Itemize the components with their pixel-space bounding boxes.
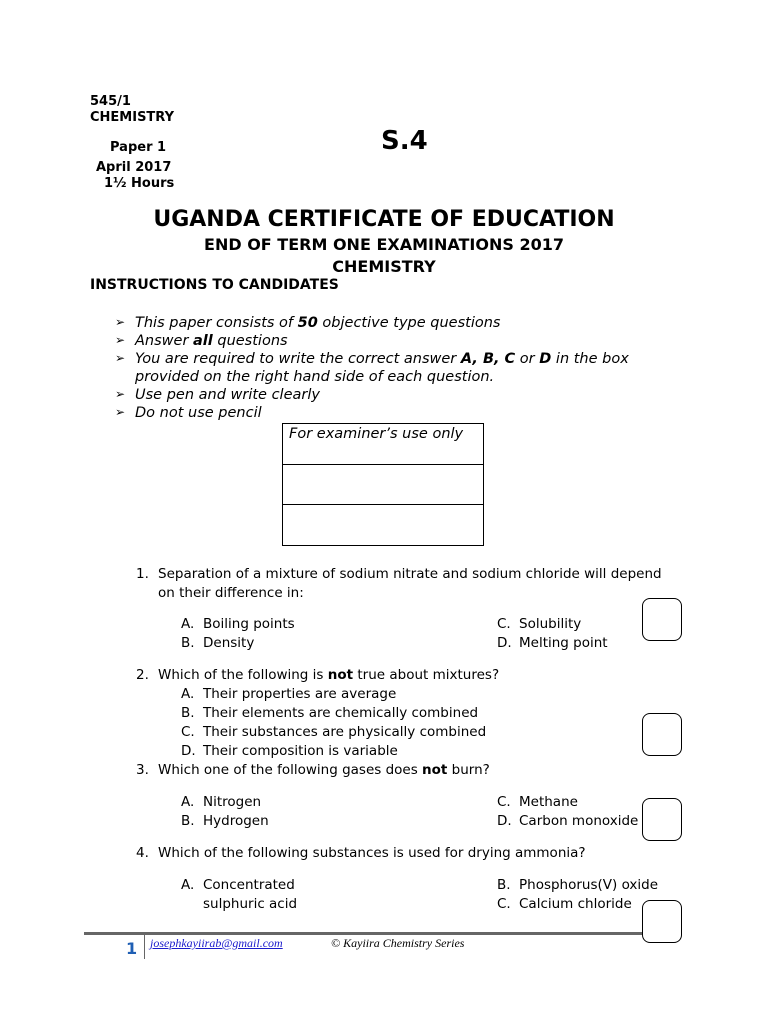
footer-rule — [84, 932, 642, 935]
option-letter: C. — [497, 896, 511, 912]
option-text: Carbon monoxide — [519, 813, 639, 829]
option-text-continuation: sulphuric acid — [203, 896, 298, 912]
option-letter: B. — [181, 705, 195, 721]
option-text: Their elements are chemically combined — [203, 705, 479, 721]
exam-title: END OF TERM ONE EXAMINATIONS 2017 — [204, 235, 564, 254]
option-letter: C. — [181, 724, 195, 740]
examiner-label: For examiner’s use only — [289, 426, 464, 442]
page-number: 1 — [126, 939, 138, 958]
option-text: Solubility — [519, 616, 582, 632]
option-letter: B. — [181, 813, 195, 829]
question-number: 2. — [136, 667, 149, 683]
subject-label: CHEMISTRY — [90, 110, 175, 125]
instruction-item: Do not use pencil — [135, 405, 262, 421]
instructions-heading: INSTRUCTIONS TO CANDIDATES — [90, 277, 339, 293]
option-text: Hydrogen — [203, 813, 269, 829]
option-text: Boiling points — [203, 616, 295, 632]
author-email-link[interactable]: josephkayiirab@gmail.com — [150, 936, 283, 950]
question-number: 3. — [136, 762, 149, 778]
instruction-item: You are required to write the correct answer A, B, C or D in the box — [135, 351, 629, 367]
bullet-icon: ➢ — [115, 315, 126, 329]
option-text: Phosphorus(V) oxide — [519, 877, 659, 893]
exam-date: April 2017 — [96, 160, 172, 175]
question-number: 1. — [136, 566, 149, 582]
question-text: Which of the following substances is used for drying ammonia? — [158, 845, 586, 861]
option-letter: A. — [181, 686, 195, 702]
instruction-item: Use pen and write clearly — [135, 387, 320, 403]
option-letter: A. — [181, 794, 195, 810]
bullet-icon: ➢ — [115, 387, 126, 401]
option-letter: D. — [497, 813, 512, 829]
option-text: Their substances are physically combined — [203, 724, 487, 740]
subject-title: CHEMISTRY — [332, 257, 436, 276]
option-letter: D. — [181, 743, 196, 759]
examiner-row-divider — [283, 464, 483, 465]
answer-box[interactable] — [642, 798, 682, 841]
instruction-item: This paper consists of 50 objective type questions — [135, 315, 501, 331]
option-letter: B. — [181, 635, 195, 651]
option-letter: D. — [497, 635, 512, 651]
answer-box[interactable] — [642, 598, 682, 641]
option-letter: C. — [497, 616, 511, 632]
option-letter: A. — [181, 877, 195, 893]
answer-box[interactable] — [642, 713, 682, 756]
option-text: Their composition is variable — [203, 743, 398, 759]
option-text: Concentrated — [203, 877, 295, 893]
option-letter: C. — [497, 794, 511, 810]
option-text: Calcium chloride — [519, 896, 632, 912]
instruction-item: Answer all questions — [135, 333, 288, 349]
question-text: Which one of the following gases does not burn? — [158, 762, 490, 778]
paper-code: 545/1 — [90, 94, 131, 109]
bullet-icon: ➢ — [115, 351, 126, 365]
footer-divider — [144, 935, 145, 959]
examiner-row-divider — [283, 504, 483, 505]
option-letter: B. — [497, 877, 511, 893]
bullet-icon: ➢ — [115, 405, 126, 419]
option-text: Their properties are average — [203, 686, 397, 702]
answer-box[interactable] — [642, 900, 682, 943]
option-text: Methane — [519, 794, 578, 810]
option-text: Melting point — [519, 635, 608, 651]
instruction-item-continuation: provided on the right hand side of each question. — [135, 369, 495, 385]
question-text: Which of the following is not true about mixtures? — [158, 667, 500, 683]
option-letter: A. — [181, 616, 195, 632]
series-copyright: © Kayiira Chemistry Series — [331, 936, 465, 950]
paper-number: Paper 1 — [110, 140, 167, 155]
examiner-use-box — [282, 423, 484, 546]
bullet-icon: ➢ — [115, 333, 126, 347]
exam-duration: 1½ Hours — [104, 176, 175, 191]
question-text: Separation of a mixture of sodium nitrate and sodium chloride will depend — [158, 566, 662, 582]
main-title: UGANDA CERTIFICATE OF EDUCATION — [153, 207, 615, 232]
question-number: 4. — [136, 845, 149, 861]
option-text: Density — [203, 635, 255, 651]
option-text: Nitrogen — [203, 794, 262, 810]
class-label: S.4 — [381, 126, 428, 156]
question-text-continuation: on their difference in: — [158, 585, 304, 601]
